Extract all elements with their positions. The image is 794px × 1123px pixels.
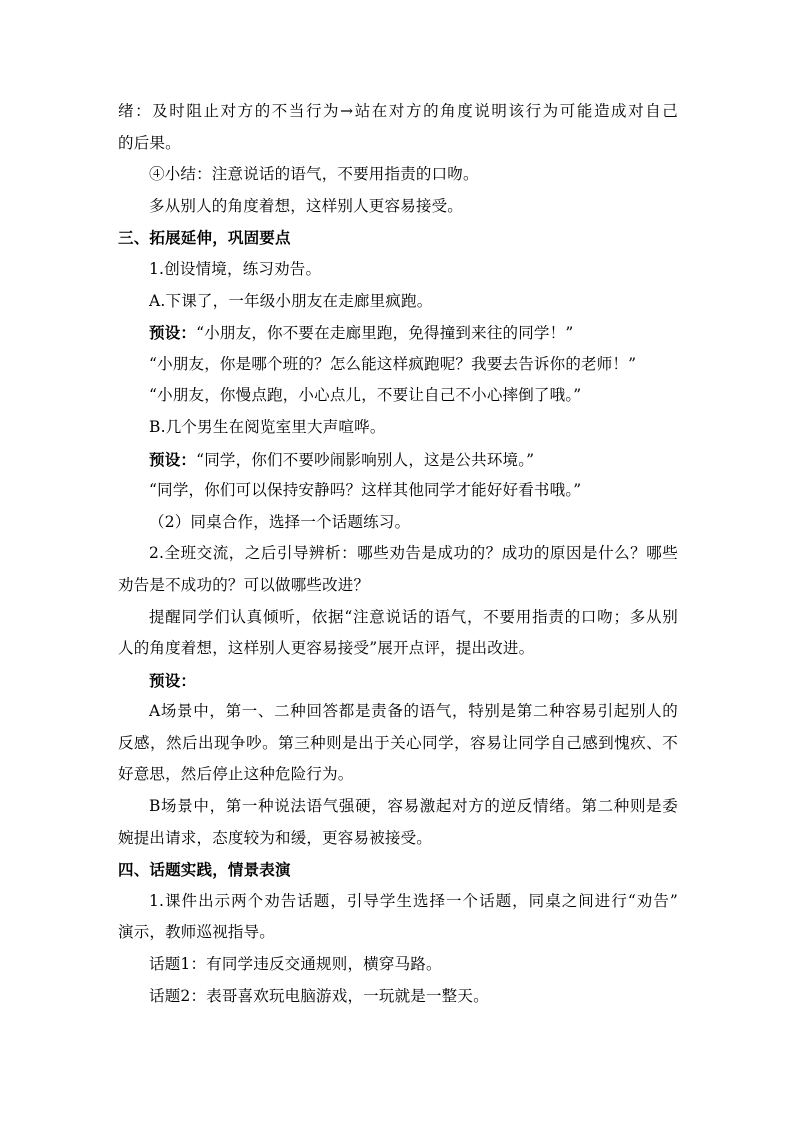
scenario-b: B.几个男生在阅览室里大声喧哗。 xyxy=(149,417,386,436)
section-heading-3: 三、拓展延伸，巩固要点 xyxy=(118,228,291,248)
topic-line: 话题2：表哥喜欢玩电脑游戏，一玩就是一整天。 xyxy=(149,986,489,1005)
quote-line: “小朋友，你慢点跑，小心点儿，不要让自己不小心摔倒了哦。” xyxy=(149,386,582,405)
preset-label: 预设： xyxy=(149,670,197,690)
preset-text: “同学，你们不要吵闹影响别人，这是公共环境。” xyxy=(196,450,535,469)
paragraph-line: 提醒同学们认真倾听，依据“注意说话的语气，不要用指责的口吻；多从别 xyxy=(149,607,678,626)
paragraph-line: 的后果。 xyxy=(118,133,181,152)
paragraph-line: 好意思，然后停止这种危险行为。 xyxy=(118,765,354,784)
preset-line xyxy=(118,444,678,476)
list-item: 2.全班交流，之后引导辨析：哪些劝告是成功的？成功的原因是什么？哪些 xyxy=(149,544,678,563)
paragraph-line: 婉提出请求，态度较为和缓，更容易被接受。 xyxy=(118,828,433,847)
list-item: 1.课件出示两个劝告话题，引导学生选择一个话题，同桌之间进行“劝告” xyxy=(149,891,678,910)
section-heading-4: 四、话题实践，情景表演 xyxy=(118,860,291,880)
scenario-a: A.下课了，一年级小朋友在走廊里疯跑。 xyxy=(149,291,433,310)
document-body xyxy=(118,96,678,1012)
paragraph-line: A场景中，第一、二种回答都是责备的语气，特别是第二种容易引起别人的 xyxy=(149,702,678,721)
quote-line: “同学，你们可以保持安静吗？这样其他同学才能好好看书哦。” xyxy=(149,481,582,500)
preset-label: 预设： xyxy=(149,449,197,469)
topic-line: 话题1：有同学违反交通规则，横穿马路。 xyxy=(149,955,442,974)
list-item: （2）同桌合作，选择一个话题练习。 xyxy=(149,512,411,531)
list-item: 1.创设情境，练习劝告。 xyxy=(149,259,322,278)
paragraph-line: 人的角度着想，这样别人更容易接受”展开点评，提出改进。 xyxy=(118,639,535,658)
preset-line xyxy=(118,317,678,349)
quote-line: “小朋友，你是哪个班的？怎么能这样疯跑呢？我要去告诉你的老师！” xyxy=(149,354,637,373)
paragraph-line: 绪：及时阻止对方的不当行为→站在对方的角度说明该行为可能造成对自己 xyxy=(118,102,678,120)
paragraph-line: 反感，然后出现争吵。第三种则是出于关心同学，容易让同学自己感到愧疚、不 xyxy=(118,733,678,752)
paragraph-line: 演示，教师巡视指导。 xyxy=(118,923,276,942)
paragraph-line: B场景中，第一种说法语气强硬，容易激起对方的逆反情绪。第二种则是委 xyxy=(149,797,678,816)
paragraph-line: 多从别人的角度着想，这样别人更容易接受。 xyxy=(149,196,464,215)
preset-text: “小朋友，你不要在走廊里跑，免得撞到来往的同学！” xyxy=(196,324,574,343)
preset-label: 预设： xyxy=(149,323,197,343)
paragraph-line: 劝告是不成功的？可以做哪些改进？ xyxy=(118,575,370,594)
summary-line: ④小结：注意说话的语气，不要用指责的口吻。 xyxy=(149,165,479,184)
